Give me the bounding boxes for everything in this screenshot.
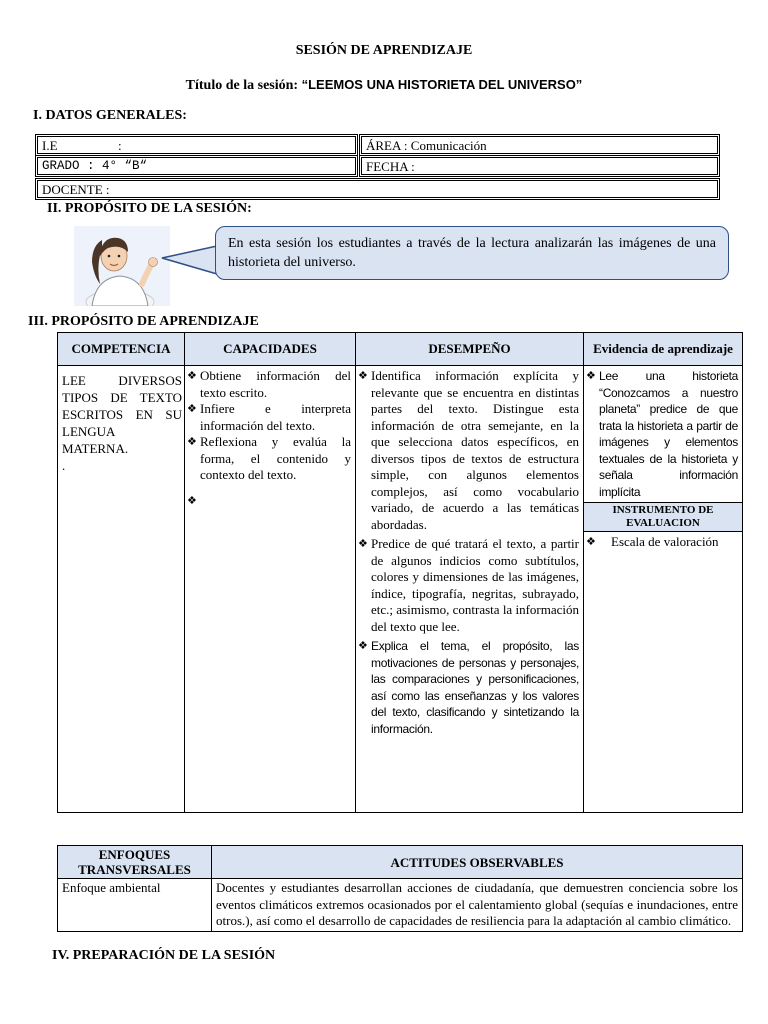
tabla-proposito-aprendizaje	[57, 332, 743, 813]
session-title-line	[0, 77, 768, 94]
desempeno-item: ❖ Explica el tema, el propósito, las motivaciones de personas y personajes, las comparaciones y personificaciones, así como las enseñanzas y los valores del texto, clasificando y sintetizando la información.	[357, 638, 579, 737]
session-title-label: Título de la sesión:	[185, 78, 299, 93]
table-row	[58, 879, 743, 932]
table-header-row	[58, 333, 743, 366]
field-docente: DOCENTE :	[35, 178, 720, 200]
field-ie-colon: :	[118, 138, 122, 153]
desempeno-item: ❖ Identifica información explícita y relevante que se encuentra en distintas partes del texto. Distingue esta información de otra semejante, en la que selecciona datos específicos, en diversos tipos de textos de estructura simple, con algunos elementos complejos, así como vocabulario variado, de acuerdo a las temáticas abordadas.	[357, 368, 579, 533]
section-heading-proposito-sesion: II. PROPÓSITO DE LA SESIÓN:	[47, 201, 252, 216]
table-row	[58, 366, 743, 813]
teacher-illustration	[74, 226, 170, 306]
header-evidencia: Evidencia de aprendizaje	[584, 333, 743, 366]
competencia-text: LEE DIVERSOS TIPOS DE TEXTO ESCRITOS EN SU LENGUA MATERNA.	[62, 373, 182, 456]
header-actitudes: ACTITUDES OBSERVABLES	[212, 846, 743, 879]
cell-capacidades	[185, 366, 356, 813]
section-heading-datos-generales: I. DATOS GENERALES:	[33, 108, 187, 123]
competencia-extra: .	[62, 458, 66, 473]
document-title: SESIÓN DE APRENDIZAJE	[295, 43, 473, 58]
header-competencia: COMPETENCIA	[58, 333, 185, 366]
header-enfoques: ENFOQUES TRANSVERSALES	[58, 846, 212, 879]
field-ie	[35, 134, 358, 156]
session-title-value: “LEEMOS UNA HISTORIETA DEL UNIVERSO”	[301, 77, 583, 92]
section-heading-proposito-aprendizaje: III. PROPÓSITO DE APRENDIZAJE	[28, 314, 259, 329]
field-grado: GRADO : 4° “B“	[35, 155, 358, 177]
field-fecha: FECHA :	[359, 155, 720, 177]
table-header-row	[58, 846, 743, 879]
cell-desempeno	[356, 366, 584, 813]
speech-bubble: En esta sesión los estudiantes a través de la lectura analizarán las imágenes de una historieta del universo.	[215, 226, 729, 280]
evidencia-item: ❖ Lee una historieta “Conozcamos a nuestro planeta” predice de que trata la historieta a partir de imágenes y elementos textuales de la historieta y señala información implícita	[585, 368, 738, 500]
cell-actitud: Docentes y estudiantes desarrollan acciones de ciudadanía, que demuestren conciencia sobre los eventos climáticos extremos ocasionados por el calentamiento global (sequías e inundaciones, entre otros.), así como el desarrollo de capacidades de resiliencia para la adaptación al cambio climático.	[212, 879, 743, 932]
desempeno-item: ❖ Predice de qué tratará el texto, a partir de algunos indicios como subtítulos, colores y dimensiones de las imágenes, índice, tipografía, negritas, subrayado, etc.; asimismo, contrasta la información del texto que lee.	[357, 536, 579, 635]
instrumento-heading: INSTRUMENTO DE EVALUACION	[584, 502, 742, 532]
header-capacidades: CAPACIDADES	[185, 333, 356, 366]
instrumento-item: ❖ Escala de valoración	[585, 534, 738, 551]
speech-bubble-tail	[160, 244, 220, 278]
field-ie-label: I.E	[42, 138, 58, 153]
capacidad-item: ❖ Reflexiona y evalúa la forma, el contenido y contexto del texto.	[186, 434, 351, 484]
capacidad-item: ❖ Obtiene información del texto escrito.	[186, 368, 351, 401]
capacidad-item: ❖ Infiere e interpreta información del texto.	[186, 401, 351, 434]
tabla-enfoques	[57, 845, 743, 932]
cell-competencia	[58, 366, 185, 813]
field-area: ÁREA : Comunicación	[359, 134, 720, 156]
cell-enfoque: Enfoque ambiental	[58, 879, 212, 932]
section-heading-preparacion: IV. PREPARACIÓN DE LA SESIÓN	[52, 948, 276, 963]
cell-evidencia	[584, 366, 743, 813]
header-desempeno: DESEMPEÑO	[356, 333, 584, 366]
